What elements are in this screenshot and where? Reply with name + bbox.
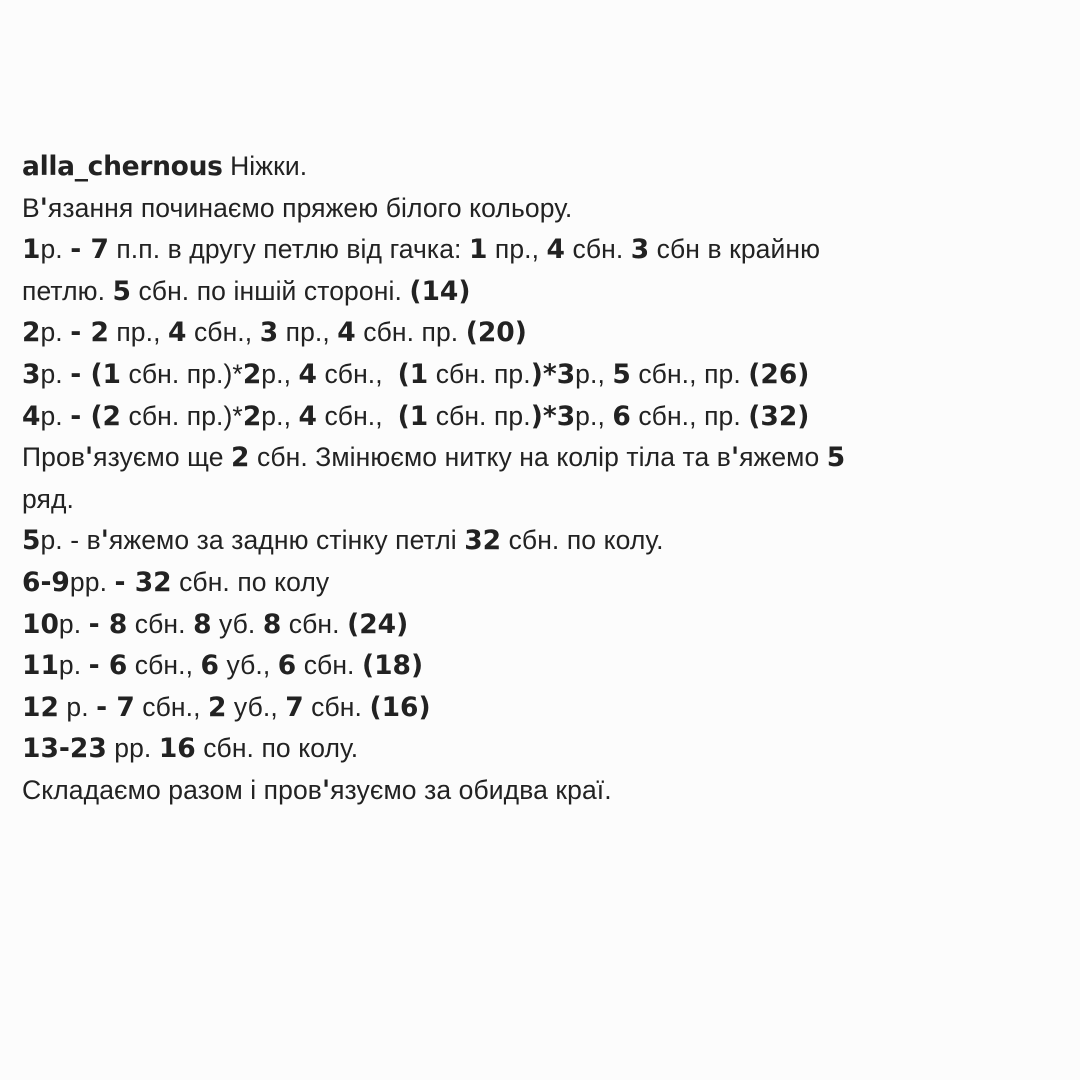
caption-text: сбн., пр. [630,358,749,389]
caption-emphasis: 6 [277,650,297,682]
caption-line [22,271,1062,313]
caption-text: рр. [69,566,115,597]
caption-text: сбн. по іншій стороні. [130,275,410,306]
caption-text: р., [261,358,299,389]
caption-text: Ніжки. [222,151,308,181]
caption-text: В [22,192,40,223]
caption-line [22,229,1062,271]
caption-emphasis: 7 [285,691,304,723]
caption-emphasis: 4 [22,400,41,432]
caption-emphasis: - 8 [88,608,128,640]
caption-emphasis: 12 [22,691,59,723]
caption-text: сбн. [565,234,631,265]
caption-emphasis: (16) [369,691,431,723]
caption-text: сбн. Змінюємо нитку на колір тіла та в [249,442,731,473]
caption-line [22,562,1062,604]
caption-emphasis: 2 [22,317,41,349]
caption-line [22,312,1062,354]
caption-text: Пров [22,442,86,473]
caption-line [22,770,1062,812]
caption-text: пр., [487,234,547,265]
caption-emphasis: 4 [337,317,356,349]
caption-emphasis: 4 [168,317,187,349]
caption-emphasis: (26) [748,358,810,390]
caption-text: сбн. [296,650,362,681]
caption-text: яжемо [739,442,827,473]
caption-emphasis: 1 [22,234,41,266]
caption-emphasis: 13-23 [22,733,107,765]
caption-emphasis: 4 [546,234,565,266]
caption-emphasis: 8 [262,608,282,640]
caption-text: р. [40,400,71,431]
caption-text: сбн. по колу [171,566,330,597]
caption-text: р. [40,317,71,348]
caption-text: р. [58,608,89,639]
caption-text: сбн., [186,317,260,348]
caption-emphasis: 2 [242,358,262,390]
caption-emphasis: ' [321,774,331,806]
caption-line [22,354,1062,396]
caption-emphasis: - 7 [70,234,109,266]
caption-text: рр. [106,733,159,764]
caption-emphasis: 4 [298,400,317,432]
caption-emphasis: (20) [465,317,527,349]
post-caption [22,146,1062,812]
caption-emphasis: (32) [748,400,810,432]
caption-emphasis: 11 [22,650,59,682]
caption-emphasis: (24) [347,608,409,640]
caption-text: язуємо за обидва краї. [330,774,612,805]
caption-emphasis: (1 [397,358,429,390]
caption-text: сбн., [316,358,398,389]
caption-text: Складаємо разом і пров [22,774,322,805]
caption-emphasis: 1 [468,234,488,266]
caption-emphasis: 5 [22,525,41,557]
caption-emphasis: - (1 [70,358,121,390]
caption-text: сбн. пр. [355,317,466,348]
caption-emphasis: 6 [612,400,631,432]
caption-text: сбн., пр. [630,400,749,431]
caption-line [22,479,1062,521]
caption-emphasis: 10 [22,608,59,640]
caption-text: сбн. по колу. [501,525,664,556]
caption-text: сбн., [134,691,209,722]
caption-line [22,520,1062,562]
caption-text: сбн., [127,650,201,681]
caption-text: язуємо ще [93,442,232,473]
caption-text: р. [40,234,71,265]
caption-emphasis: 2 [242,400,262,432]
caption-emphasis: 6-9 [22,566,70,598]
caption-line [22,645,1062,687]
caption-text: петлю. [22,275,113,306]
caption-emphasis: 5 [112,275,131,307]
caption-text: уб. [211,608,263,639]
caption-emphasis: ' [85,442,94,474]
caption-text: сбн. [303,691,370,722]
caption-text: р. - в [40,525,101,556]
caption-text: сбн в крайню [649,234,821,265]
caption-emphasis: - 7 [96,691,135,723]
caption-text: р., [575,358,613,389]
caption-emphasis: ' [39,192,48,224]
caption-text: язання починаємо пряжею білого кольору. [47,192,573,223]
caption-text: ряд. [22,483,75,514]
caption-line [22,687,1062,729]
caption-text: п.п. в другу петлю від гачка: [108,234,469,265]
caption-emphasis: ' [100,525,109,557]
caption-emphasis: - (2 [70,400,121,432]
caption-line [22,146,1062,188]
caption-text: сбн. [281,608,348,639]
caption-text: сбн. пр. [428,400,531,431]
caption-line [22,604,1062,646]
caption-text: сбн., [316,400,398,431]
caption-text: р., [261,400,299,431]
caption-emphasis: - 2 [70,317,109,349]
caption-text: пр., [108,317,169,348]
caption-emphasis: 4 [298,358,317,390]
caption-text: р. [40,358,71,389]
caption-emphasis: (14) [409,275,471,307]
caption-line [22,188,1062,230]
caption-emphasis: )*3 [530,400,576,432]
caption-emphasis: 32 [464,525,502,557]
caption-text: сбн. пр. [428,358,531,389]
caption-emphasis: 6 [200,650,219,682]
caption-text: сбн. по колу. [195,733,359,764]
caption-text: р. [58,650,89,681]
caption-emphasis: 5 [826,442,846,474]
caption-line [22,437,1062,479]
caption-text: сбн. [127,608,194,639]
caption-text: яжемо за задню стінку петлі [108,525,465,556]
caption-text: уб., [226,691,286,722]
caption-text: пр., [278,317,338,348]
caption-text: р., [575,400,613,431]
caption-emphasis: 2 [208,691,227,723]
caption-emphasis: )*3 [530,358,576,390]
caption-emphasis: ' [730,442,740,474]
username-link[interactable]: alla_chernous [22,151,223,182]
caption-text: р. [58,691,97,722]
caption-emphasis: 16 [158,733,196,765]
caption-emphasis: 3 [630,234,650,266]
caption-emphasis: - 32 [114,566,172,598]
caption-emphasis: - 6 [88,650,128,682]
caption-line [22,728,1062,770]
caption-emphasis: 5 [612,358,631,390]
caption-emphasis: (18) [362,650,424,682]
caption-text: уб., [219,650,278,681]
caption-text: сбн. пр.)* [121,400,243,431]
caption-emphasis: 3 [259,317,279,349]
caption-line [22,396,1062,438]
caption-emphasis: (1 [397,400,429,432]
caption-emphasis: 8 [193,608,212,640]
caption-text: сбн. пр.)* [121,358,243,389]
caption-emphasis: 3 [22,358,41,390]
caption-emphasis: 2 [231,442,250,474]
